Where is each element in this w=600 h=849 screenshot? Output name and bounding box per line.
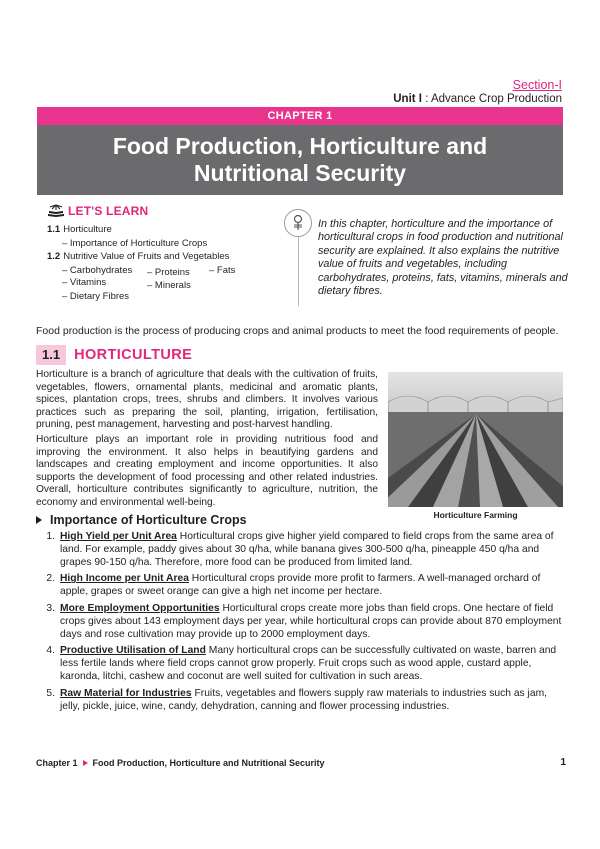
importance-title: Importance of Horticulture Crops <box>50 513 247 527</box>
list-term: Raw Material for Industries <box>60 687 192 699</box>
lets-learn-title: LET'S LEARN <box>68 204 149 218</box>
learn-books-icon <box>47 204 65 218</box>
toc-num: 1.2 <box>47 251 61 262</box>
list-number: 4. <box>46 645 55 657</box>
list-term: High Income per Unit Area <box>60 573 189 585</box>
lets-learn-heading <box>47 204 148 218</box>
triangle-bullet-icon <box>36 516 42 524</box>
horticulture-paragraph: Horticulture is a branch of agriculture that deals with the cultivation of fruits, vegetables, flowers, ornamental plants, medicinal and aromatic plants, spices, plantation crops, trees, shrubs and climbers. It involves various practices such as preparing the soil, planting, irrigation, fertilisation, pruning, pest management, harvesting and post-harvest handling. <box>36 369 378 430</box>
importance-list <box>36 531 566 717</box>
list-text: Fruits, vegetables and flowers supply raw materials to industries such as jam, jelly, pickle, juice, wine, candy, dehydration, canning and flower processing industries. <box>60 687 548 712</box>
list-item <box>36 645 566 683</box>
toc-nutrient: – Proteins <box>147 266 190 278</box>
toc-nutrient: – Carbohydrates <box>62 264 133 276</box>
list-term: High Yield per Unit Area <box>60 531 177 542</box>
horticulture-paragraph: Horticulture plays an important role in providing nutritious food and improving the environment. It also helps in beautifying gardens and landscapes and creating employment and income opportunities. It also supports the development of food processing and other related industries. Overall, horticulture contributes significantly to agriculture, nutrition, the economy and environmental well-being. <box>36 434 378 508</box>
toc-label: Horticulture <box>63 224 112 235</box>
vertical-divider <box>298 230 299 306</box>
lets-learn-list <box>47 223 277 304</box>
unit-title: : Advance Crop Production <box>425 93 562 105</box>
chapter-title: Food Production, Horticulture and Nutritional Security <box>112 133 488 186</box>
unit-label: Unit I <box>393 93 422 105</box>
toc-nutrient: – Dietary Fibres <box>62 290 130 302</box>
list-item <box>36 573 566 599</box>
list-number: 5. <box>46 687 55 699</box>
section-heading <box>36 345 192 365</box>
list-number: 3. <box>46 602 55 614</box>
horticulture-farming-image <box>388 372 563 507</box>
list-text: Many horticultural crops can be successfully cultivated on waste, barren and less fertile lands where field crops cannot grow properly. Fruit crops such as wood apple, custard apple, karonda, litchi, cashew and coconut are well suited for cultivation in such areas. <box>60 645 557 682</box>
footer-chapter: Chapter 1 <box>36 757 78 768</box>
list-term: Productive Utilisation of Land <box>60 645 206 657</box>
chapter-intro: In this chapter, horticulture and the importance of horticultural crops in food production and nutritional security are explained. It also explains the nutritive value of fruits and vegetables, including carbohydrates, proteins, fats, vitamins, minerals and dietary fibres. <box>318 218 568 298</box>
page-footer <box>36 757 566 768</box>
pin-icon <box>284 209 312 237</box>
list-text: Horticultural crops provide more profit to farmers. A well-managed orchard of apple, grapes or sweet orange can give a high net income per hectare. <box>60 573 541 598</box>
footer-arrow-icon <box>83 760 88 766</box>
list-item <box>36 531 566 569</box>
food-production-paragraph: Food production is the process of producing crops and animal products to meet the food requirements of people. <box>36 325 559 337</box>
toc-item <box>47 223 277 237</box>
list-term: More Employment Opportunities <box>60 602 220 614</box>
list-item <box>36 688 566 714</box>
chapter-bar: CHAPTER 1 <box>37 107 563 125</box>
toc-nutrient: – Fats <box>209 264 236 276</box>
list-item <box>36 603 566 641</box>
list-text: Horticultural crops create more jobs than field crops. One hectare of field crops gives about 143 employment days per year, while horticultural crops can provide about 870 employment days and rose cultivation may provide up to 2000 employment days. <box>60 602 562 640</box>
toc-num: 1.1 <box>47 224 61 235</box>
pin-glyph-icon <box>289 214 307 232</box>
toc-nutrient: – Minerals <box>147 279 191 291</box>
list-number: 1. <box>46 531 55 542</box>
image-caption: Horticulture Farming <box>433 510 518 520</box>
toc-item <box>47 250 277 264</box>
footer-title: Food Production, Horticulture and Nutritional Security <box>92 757 325 768</box>
farm-illustration <box>388 372 563 507</box>
list-number: 2. <box>46 573 55 585</box>
unit-line <box>393 93 562 105</box>
list-text: Horticultural crops give higher yield compared to field crops from the same area of land. For example, paddy gives about 30 q/ha, while banana gives 300-500 q/ha, pineapple 450 q/ha and grapes 90-150 q/ha. Therefore, more food can be produced from limited land. <box>60 531 554 568</box>
page-number: 1 <box>560 757 566 768</box>
toc-nutrient-grid <box>47 264 277 304</box>
section-label: Section-I <box>512 78 562 92</box>
section-title: HORTICULTURE <box>74 347 193 363</box>
toc-label: Nutritive Value of Fruits and Vegetables <box>63 251 230 262</box>
toc-nutrient: – Vitamins <box>62 276 107 288</box>
section-number: 1.1 <box>36 345 66 365</box>
importance-heading <box>36 513 247 527</box>
chapter-title-box <box>37 125 563 195</box>
toc-subitem: – Importance of Horticulture Crops <box>62 237 208 249</box>
